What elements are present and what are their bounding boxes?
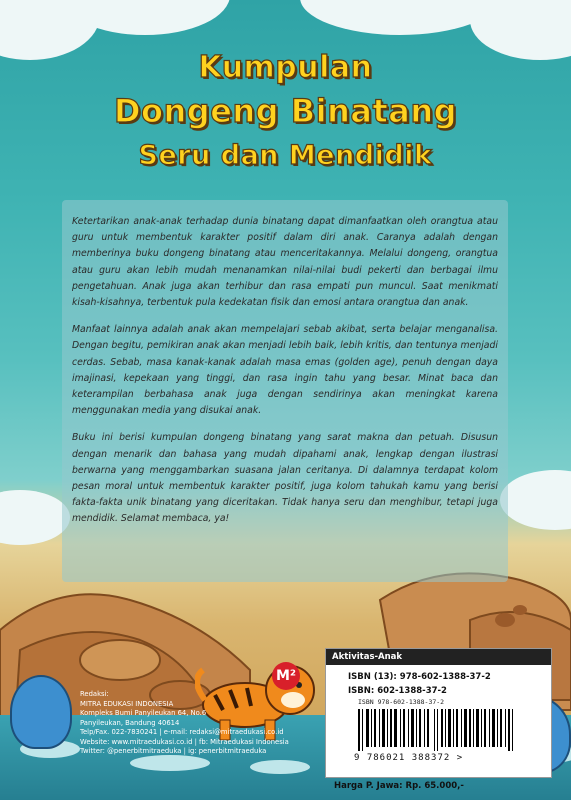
cloud xyxy=(500,470,571,530)
title-line-1: Kumpulan xyxy=(198,50,373,85)
description-box xyxy=(62,200,508,582)
dolphin-left-illustration xyxy=(10,675,72,749)
title-line-2: Dongeng Binatang xyxy=(113,92,458,130)
isbn-small-label: ISBN 978-602-1388-37-2 xyxy=(358,698,445,706)
wave xyxy=(250,760,310,774)
publisher-info xyxy=(80,690,330,757)
price-label: Harga P. Jawa: Rp. 65.000,- xyxy=(334,781,464,791)
publisher-line: Telp/Fax. 022-7830241 | e-mail: redaksi@mitraedukasi.co.id xyxy=(80,728,284,736)
publisher-line: MITRA EDUKASI INDONESIA xyxy=(80,699,174,708)
barcode-graphic xyxy=(358,709,518,751)
publisher-line: Panyileukan, Bandung 40614 xyxy=(80,718,180,727)
isbn13-label: ISBN (13): 978-602-1388-37-2 xyxy=(348,672,491,682)
publisher-line: Website: www.mitraedukasi.co.id | fb: Mitraedukasi Indonesia xyxy=(80,737,289,746)
publisher-line: Redaksi: xyxy=(80,690,109,698)
category-label: Aktivitas-Anak xyxy=(326,649,551,665)
title-line-3: Seru dan Mendidik xyxy=(138,140,433,171)
cloud xyxy=(0,490,70,545)
description-paragraph-1: Ketertarikan anak-anak terhadap dunia binatang dapat dimanfaatkan oleh orangtua atau guru untuk membentuk karakter positif dalam diri anak. Caranya adalah dengan memberinya buku dongeng binatang atau menceritakannya. Melalui dongeng, orangtua atau guru akan lebih mudah menanamkan nilai-nilai budi pekerti dan berbagai ilmu pengetahuan. Anak juga akan terhibur dan rasa empati pun muncul. Saat menikmati kisah-kisahnya, terbentuk pula kedekatan fisik dan emosi antara orangtua dan anak. xyxy=(72,216,498,309)
barcode-digits: 9 786021 388372 > xyxy=(354,753,464,763)
description-paragraph-3: Buku ini berisi kumpulan dongeng binatang yang sarat makna dan petuah. Disusun dengan menarik dan bahasa yang mudah dipahami anak, lengkap dengan ilustrasi berwarna yang menggambarkan suasana jalan ceritanya. Di dalamnya terdapat kolom pesan moral untuk membentuk karakter positif, juga kolom tahukah kamu yang berisi fakta-fakta unik binatang yang diceritakan. Tidak hanya seru dan menghibur, tetapi juga mendidik. Selamat membaca, ya! xyxy=(72,432,498,525)
description-paragraph-2: Manfaat lainnya adalah anak akan mempelajari sebab akibat, serta belajar menganalisa. Dengan begitu, pemikiran anak akan menjadi lebih baik, lebih kritis, dan tentunya menjadi cerdas. Sebab, masa kanak-kanak adalah masa emas (golden age), penuh dengan daya imajinasi, kepekaan yang tinggi, dan rasa ingin tahu yang besar. Minat baca dan keterampilan berbahasa anak juga dengan sendirinya akan meningkat karena menggunakan media yang disukai anak. xyxy=(72,324,498,417)
isbn10-label: ISBN: 602-1388-37-2 xyxy=(348,686,447,696)
publisher-line: Kompleks Bumi Panyileukan 64, No.6 xyxy=(80,709,207,717)
wave xyxy=(130,755,210,771)
publisher-line: Twitter: @penerbitmitraeduka | ig: penerbitmitraeduka xyxy=(80,747,267,755)
barcode-box xyxy=(325,648,552,778)
publisher-logo: M² xyxy=(272,662,300,690)
